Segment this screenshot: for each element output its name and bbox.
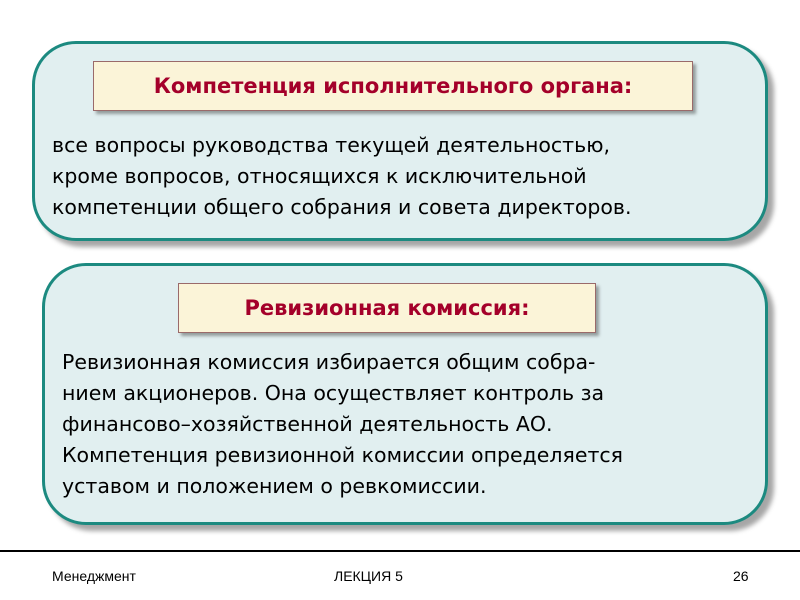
text-line: кроме вопросов, относящихся к исключительной [52, 164, 587, 188]
text-line: Компетенция ревизионной комиссии определяется [62, 443, 624, 467]
footer-page-number: 26 [733, 568, 749, 584]
text-line: Ревизионная комиссия избирается общим собра- [62, 350, 596, 374]
footer-course-name: Менеджмент [52, 568, 136, 584]
text-line: финансово–хозяйственной деятельность АО. [62, 412, 553, 436]
footer-divider [0, 550, 800, 552]
text-line: компетенции общего собрания и совета директоров. [52, 195, 632, 219]
footer-lecture-label: ЛЕКЦИЯ 5 [334, 568, 403, 584]
executive-body-text [52, 130, 632, 223]
executive-body-title: Компетенция исполнительного органа: [93, 61, 693, 111]
text-line: все вопросы руководства текущей деятельностью, [52, 133, 610, 157]
text-line: нием акционеров. Она осуществляет контроль за [62, 381, 605, 405]
audit-commission-text [62, 347, 623, 502]
audit-commission-title: Ревизионная комиссия: [178, 283, 596, 333]
text-line: уставом и положением о ревкомиссии. [62, 474, 487, 498]
